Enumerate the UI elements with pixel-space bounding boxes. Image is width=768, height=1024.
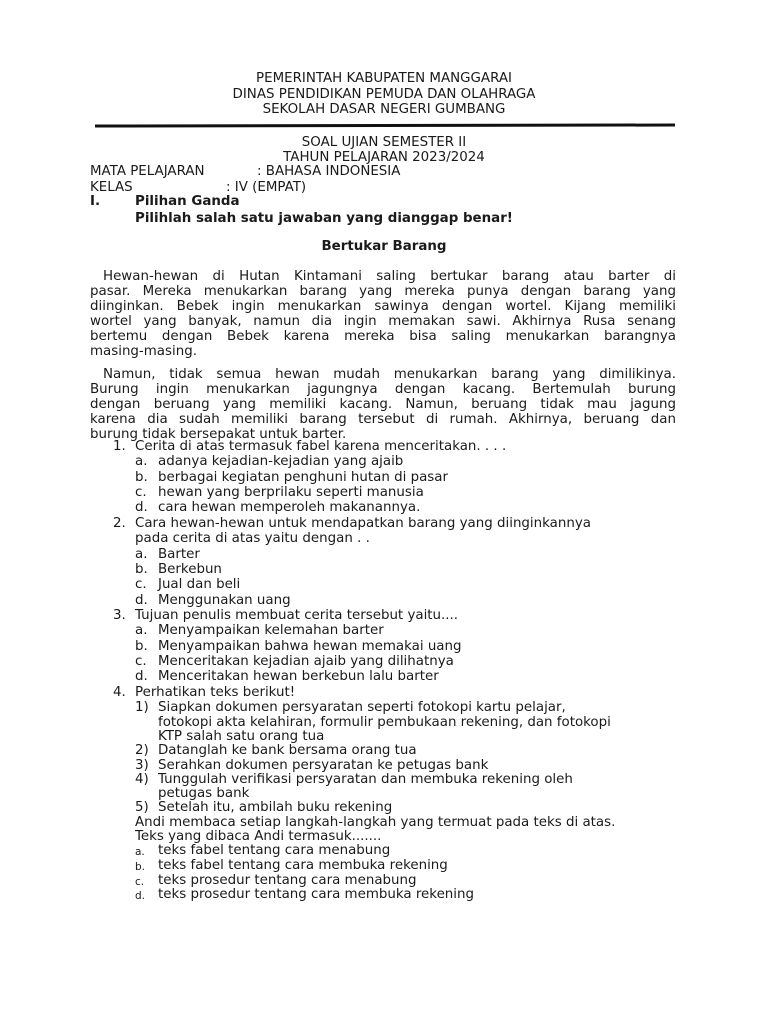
question-number: 4. [113,685,126,700]
option-marker: d. [135,500,148,516]
option-marker: a. [135,846,145,859]
option-marker: a. [135,546,148,562]
option-text: Menceritakan kejadian ajaib yang dilihatnya [158,653,454,669]
option-marker: b. [135,469,148,485]
option-text: teks prosedur tentang cara menabung [158,872,417,888]
story-title: Bertukar Barang [321,239,447,254]
option-text: cara hewan memperoleh makanannya. [158,500,421,516]
story-line: bertemu dengan Bebek karena mereka bisa saling menukarkan barangnya [90,329,676,344]
step-text: Setelah itu, ambilah buku rekening [158,800,393,816]
option-marker: d. [135,669,148,685]
section-number: I. [90,194,101,209]
option-marker: d. [135,890,146,903]
option-marker: b. [135,860,146,873]
header-government: PEMERINTAH KABUPATEN MANGGARAI [256,71,512,86]
header-divider [95,123,675,127]
question-number: 2. [113,516,126,531]
option-text: Barter [158,546,200,562]
question-text: Cerita di atas termasuk fabel karena menceritakan. . . . [135,439,507,454]
class-value: : IV (EMPAT) [226,180,307,195]
step-text: Serahkan dokumen persyaratan ke petugas bank [158,757,489,773]
exam-title: SOAL UJIAN SEMESTER II [301,135,467,150]
story-line: masing-masing. [90,344,197,359]
story-line: burung tidak bersepakat untuk barter. [90,427,347,442]
option-text: Menyampaikan bahwa hewan memakai uang [158,638,462,654]
story-line: Namun, tidak semua hewan mudah menukarkan barang yang dimilikinya. [103,367,676,382]
story-line: karena dia sudah memiliki barang tersebut di rumah. Akhirnya, beruang dan [90,412,676,427]
step-text: petugas bank [158,786,250,802]
question-text: Perhatikan teks berikut! [135,685,296,700]
story-line: dengan beruang yang memiliki kacang. Namun, beruang tidak mau jagung [90,397,676,412]
question-text: Cara hewan-hewan untuk mendapatkan barang yang diinginkannya [135,516,591,531]
option-text: adanya kejadian-kejadian yang ajaib [158,454,404,470]
option-text: Jual dan beli [158,577,241,593]
subject-label: MATA PELAJARAN [90,164,205,179]
option-text: Berkebun [158,561,222,577]
option-marker: c. [135,653,147,669]
question-number: 1. [113,439,126,454]
step-text: Tunggulah verifikasi persyaratan dan membuka rekening oleh [158,771,573,787]
option-marker: b. [135,561,148,577]
option-text: Menceritakan hewan berkebun lalu barter [158,669,439,685]
option-text: Menggunakan uang [158,592,291,608]
question-number: 3. [113,608,126,623]
option-text: berbagai kegiatan penghuni hutan di pasar [158,469,448,485]
question-text: Tujuan penulis membuat cerita tersebut yaitu.... [135,608,459,623]
step-marker: 1) [135,700,149,716]
exam-year: TAHUN PELAJARAN 2023/2024 [283,150,485,165]
option-marker: c. [135,577,147,593]
step-text: Datanglah ke bank bersama orang tua [158,743,417,759]
section-title: Pilihan Ganda [135,194,240,209]
option-marker: b. [135,638,148,654]
step-marker: 3) [135,757,149,773]
story-line: diinginkan. Bebek ingin menukarkan sawinya dengan wortel. Kijang memiliki [90,299,676,314]
section-instruction: Pilihlah salah satu jawaban yang dianggap benar! [135,211,513,226]
option-text: hewan yang berprilaku seperti manusia [158,484,424,500]
question-text: pada cerita di atas yaitu dengan . . [135,531,370,547]
option-marker: a. [135,454,148,470]
step-marker: 5) [135,800,149,816]
story-line: pasar. Mereka menukarkan barang yang mereka punya dengan barang yang [90,284,676,299]
story-line: Hewan-hewan di Hutan Kintamani saling bertukar barang atau barter di [103,269,676,284]
story-line: Burung ingin menukarkan jagungnya dengan kacang. Bertemulah burung [90,382,676,397]
option-marker: d. [135,592,148,608]
class-label: KELAS [90,180,133,195]
subject-value: : BAHASA INDONESIA [257,164,401,179]
story-line: wortel yang banyak, namun dia ingin memakan sawi. Akhirnya Rusa senang [90,314,676,329]
option-text: teks fabel tentang cara menabung [158,843,391,859]
step-marker: 4) [135,771,149,787]
option-text: teks prosedur tentang cara membuka rekening [158,887,475,903]
question-text: Teks yang dibaca Andi termasuk....... [135,829,382,844]
option-text: Menyampaikan kelemahan barter [158,623,384,639]
step-text: Siapkan dokumen persyaratan seperti fotokopi kartu pelajar, [158,700,566,716]
step-text: fotokopi akta kelahiran, formulir pembukaan rekening, dan fotokopi [158,714,611,730]
header-school: SEKOLAH DASAR NEGERI GUMBANG [262,102,506,117]
header-department: DINAS PENDIDIKAN PEMUDA DAN OLAHRAGA [232,87,536,102]
option-marker: c. [135,484,147,500]
option-marker: c. [135,875,145,888]
question-text: Andi membaca setiap langkah-langkah yang termuat pada teks di atas. [135,814,616,830]
option-text: teks fabel tentang cara membuka rekening [158,857,448,873]
step-marker: 2) [135,743,149,759]
step-text: KTP salah satu orang tua [158,728,325,744]
option-marker: a. [135,623,148,639]
